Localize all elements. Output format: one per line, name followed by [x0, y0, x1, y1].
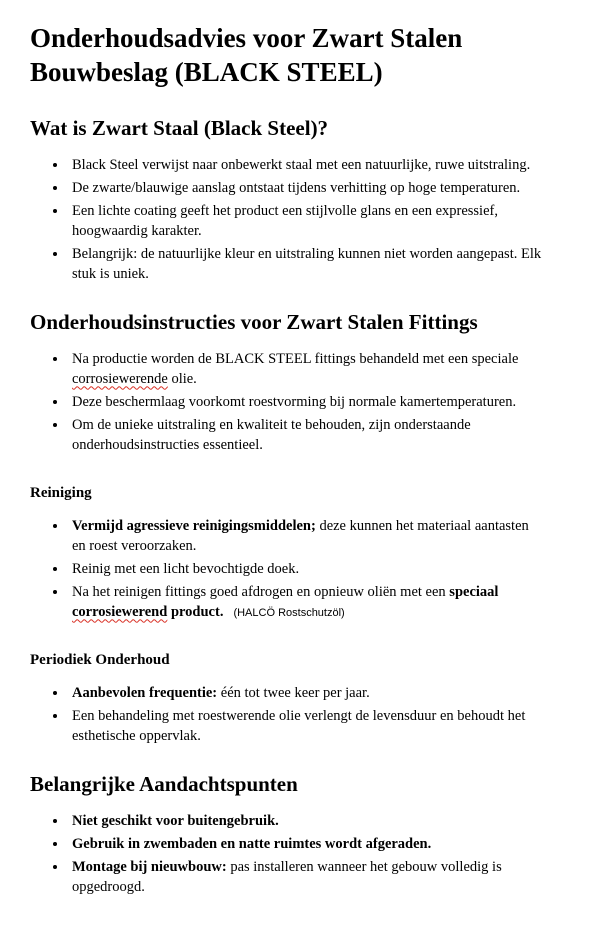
section-heading-important-points: Belangrijke Aandachtspunten: [30, 771, 298, 796]
bullet-text: Een behandeling met roestwerende olie verlengt de levensduur en behoudt het esthetische oppervlak.: [72, 707, 526, 744]
bullet-text: Deze beschermlaag voorkomt roestvorming bij normale kamertemperaturen.: [72, 393, 517, 410]
bullet-text-bold: Montage bij nieuwbouw:: [72, 858, 227, 875]
bullet-list-maintenance: [30, 349, 545, 455]
bullet-text: De zwarte/blauwige aanslag ontstaat tijdens verhitting op hoge temperaturen.: [72, 179, 521, 196]
bullet-text: Black Steel verwijst naar onbewerkt staal met een natuurlijke, ruwe uitstraling.: [72, 156, 531, 173]
subsection-heading-cleaning: Reiniging: [30, 484, 92, 501]
bullet-text: Reinig met een licht bevochtigde doek.: [72, 560, 300, 577]
bullet-text: Na productie worden de BLACK STEEL fittings behandeld met een speciale: [72, 350, 519, 367]
list-item: [68, 706, 545, 746]
spellcheck-word: corrosiewerend: [72, 603, 168, 620]
bullet-text: Na het reinigen fittings goed afdrogen en opnieuw oliën met een: [72, 583, 450, 600]
bullet-text: één tot twee keer per jaar.: [217, 684, 370, 701]
list-item: [68, 834, 545, 854]
bullet-text: olie.: [167, 370, 197, 387]
list-item: [68, 415, 545, 455]
list-item: [68, 392, 545, 412]
bullet-list-important: [30, 811, 545, 897]
list-item: [68, 201, 545, 241]
bullet-text: Om de unieke uitstraling en kwaliteit te behouden, zijn onderstaande onderhoudsinstructies essentieel.: [72, 416, 471, 453]
bullet-text: Een lichte coating geeft het product een stijlvolle glans en een expressief, hoogwaardig karakter.: [72, 202, 498, 239]
bullet-list-what-is: [30, 155, 545, 284]
bullet-text: deze kunnen het materiaal aantasten en roest veroorzaken.: [72, 517, 529, 554]
bullet-text-bold: Vermijd agressieve reinigingsmiddelen;: [72, 517, 316, 534]
section-heading-maintenance-instructions: Onderhoudsinstructies voor Zwart Stalen Fittings: [30, 309, 478, 334]
list-item: [68, 244, 545, 284]
bullet-text-bold: Aanbevolen frequentie:: [72, 684, 218, 701]
bullet-text-bold: product.: [167, 603, 224, 620]
list-item: [68, 582, 545, 622]
bullet-text-bold: speciaal: [449, 583, 499, 600]
list-item: [68, 516, 545, 556]
list-item: [68, 349, 545, 389]
list-item: [68, 559, 545, 579]
list-item: [68, 178, 545, 198]
bullet-text-bold: Niet geschikt voor buitengebruik.: [72, 812, 279, 829]
list-item: [68, 683, 545, 703]
bullet-list-cleaning: [30, 516, 545, 622]
product-note: (HALCÖ Rostschutzöl): [233, 606, 345, 619]
list-item: [68, 857, 545, 897]
list-item: [68, 811, 545, 831]
document-title: Onderhoudsadvies voor Zwart Stalen Bouwbeslag (BLACK STEEL): [30, 23, 463, 87]
bullet-list-periodic: [30, 683, 545, 746]
bullet-text-bold: Gebruik in zwembaden en natte ruimtes wordt afgeraden.: [72, 835, 432, 852]
section-heading-what-is-black-steel: Wat is Zwart Staal (Black Steel)?: [30, 115, 329, 140]
spellcheck-word: corrosiewerende: [72, 370, 168, 387]
subsection-heading-periodic-maintenance: Periodiek Onderhoud: [30, 651, 170, 668]
bullet-text: pas installeren wanneer het gebouw volledig is opgedroogd.: [72, 858, 502, 895]
list-item: [68, 155, 545, 175]
bullet-text: Belangrijk: de natuurlijke kleur en uitstraling kunnen niet worden aangepast. Elk stuk is uniek.: [72, 245, 542, 282]
